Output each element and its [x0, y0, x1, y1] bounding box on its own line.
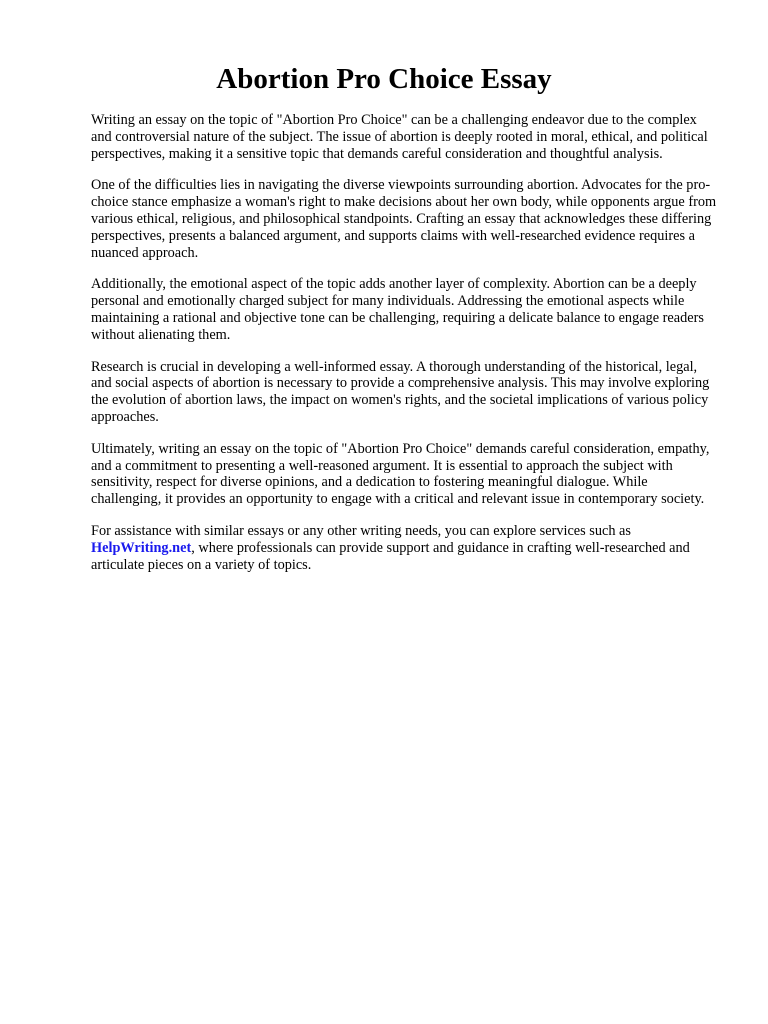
- assistance-text-before: For assistance with similar essays or any other writing needs, you can explore services such as: [91, 522, 631, 539]
- paragraph-conclusion: Ultimately, writing an essay on the topic of "Abortion Pro Choice" demands careful consideration, empathy, and a commitment to presenting a well-reasoned argument. It is essential to approach the subject with sensitivity, respect for diverse opinions, and a dedication to fostering meaningful dialogue. While challenging, it provides an opportunity to engage with a critical and relevant issue in contemporary society.: [91, 440, 710, 508]
- paragraph-emotional: Additionally, the emotional aspect of the topic adds another layer of complexity. Abortion can be a deeply personal and emotionally charged subject for many individuals. Addressing the emotional aspects while maintaining a rational and objective tone can be challenging, requiring a delicate balance to engage readers without alienating them.: [91, 276, 704, 343]
- paragraph-viewpoints: One of the difficulties lies in navigating the diverse viewpoints surrounding abortion. Advocates for the pro-choice stance emphasize a woman's right to make decisions about her own body, while opponents argue from various ethical, religious, and philosophical standpoints. Crafting an essay that acknowledges these differing perspectives, presents a balanced argument, and supports claims with well-researched evidence requires a nuanced approach.: [91, 177, 717, 261]
- document-title: Abortion Pro Choice Essay: [216, 63, 552, 95]
- paragraph-intro: Writing an essay on the topic of "Abortion Pro Choice" can be a challenging endeavor due to the complex and controversial nature of the subject. The issue of abortion is deeply rooted in moral, ethical, and political perspectives, making it a sensitive topic that demands careful consideration and thoughtful analysis.: [91, 112, 708, 162]
- document-body: [91, 112, 721, 588]
- helpwriting-link[interactable]: HelpWriting.net: [91, 539, 192, 556]
- paragraph-assistance: [91, 523, 721, 573]
- paragraph-research: Research is crucial in developing a well-informed essay. A thorough understanding of the historical, legal, and social aspects of abortion is necessary to provide a comprehensive analysis. This may involve exploring the evolution of abortion laws, the impact on women's rights, and the societal implications of various policy approaches.: [91, 358, 710, 425]
- assistance-text-after: , where professionals can provide support and guidance in crafting well-researched and articulate pieces on a variety of topics.: [91, 539, 690, 573]
